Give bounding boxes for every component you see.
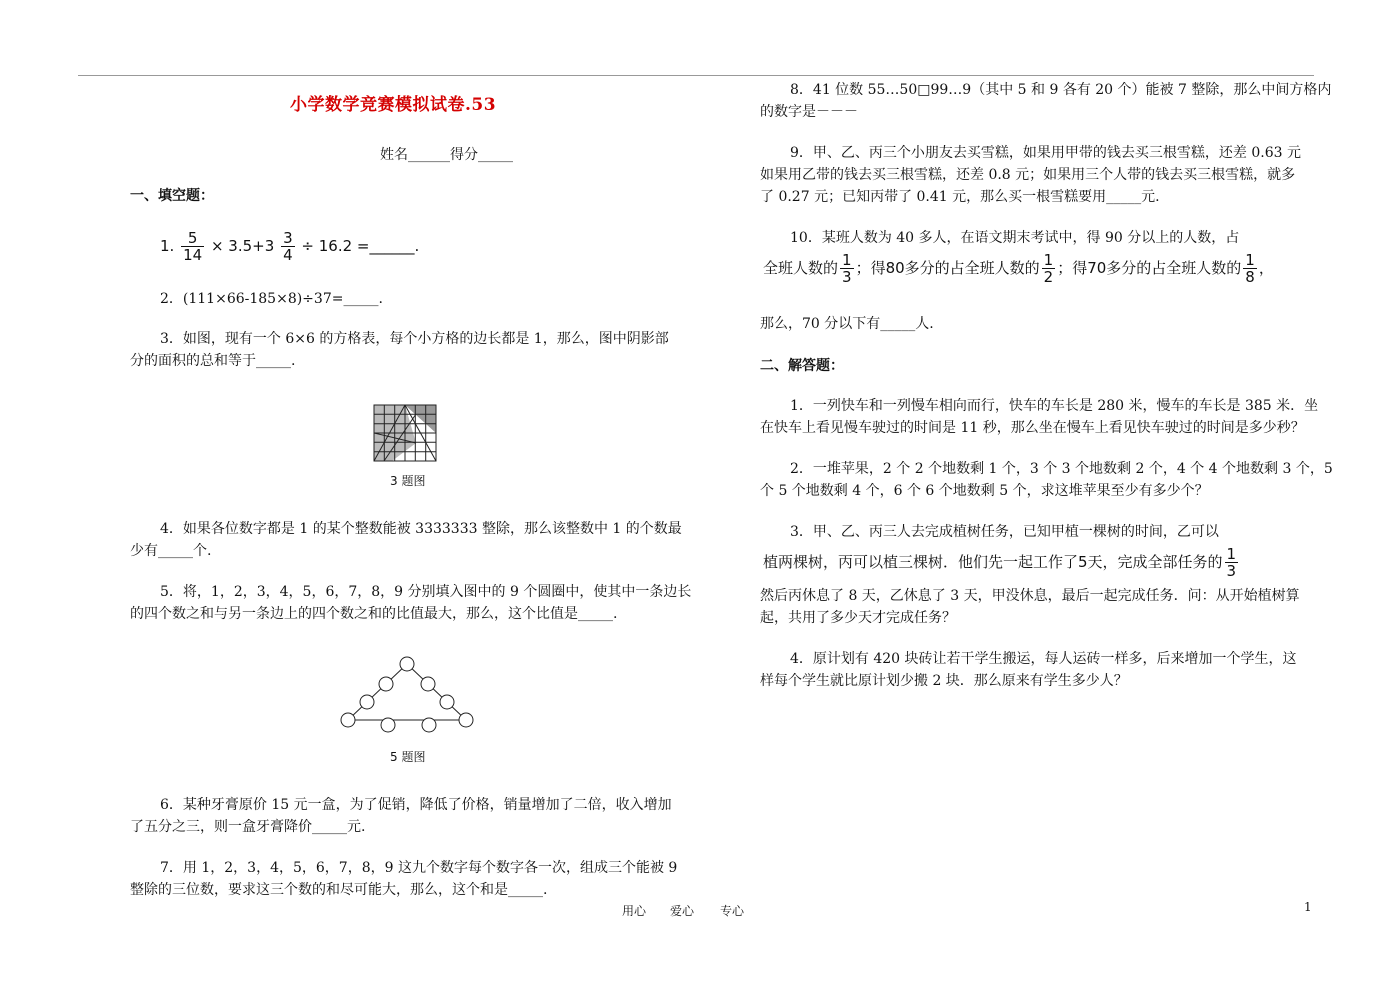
q1-mid: × 3.5+3 (210, 237, 275, 255)
question-3-line-1: 3．如图，现有一个 6×6 的方格表，每个小方格的边长都是 1，那么，图中阴影部 (160, 331, 669, 347)
solve-2-line-1: 2．一堆苹果，2 个 2 个地数剩 1 个，3 个 3 个地数剩 2 个，4 个 4 个地数剩 3 个，5 (790, 461, 1333, 477)
question-10-line-1: 10．某班人数为 40 多人，在语文期末考试中，得 90 分以上的人数，占 (790, 230, 1240, 246)
q10-fraction-third: $\frac{1}{3}$ (842, 251, 852, 286)
q1-tail: ÷ 16.2 =______. (301, 237, 420, 255)
page-title: 小学数学竞赛模拟试卷.53 (290, 95, 497, 115)
solve-4-line-2: 样每个学生就比原计划少搬 2 块．那么原来有学生多少人？ (760, 673, 1128, 689)
q1-fraction-2: $\frac{3}{4}$ (283, 229, 293, 264)
solve-3-line-3: 然后丙休息了 8 天，乙休息了 3 天，甲没休息，最后一起完成任务．问：从开始植树算 (760, 588, 1300, 604)
circle-right-1 (421, 677, 435, 691)
solve-3-fraction: $\frac{1}{3}$ (1226, 545, 1237, 580)
q10-fraction-eighth: $\frac{1}{8}$ (1245, 251, 1255, 286)
grid-figure (372, 403, 438, 463)
q1-number: 1. (160, 237, 175, 255)
circle-left-2 (360, 695, 374, 709)
question-5-line-1: 5．将，1，2，3，4，5，6，7，8，9 分别填入图中的 9 个圆圈中，使其中一条边长 (160, 584, 692, 600)
circle-base-2 (422, 718, 436, 732)
question-5-line-2: 的四个数之和与另一条边上的四个数之和的比值最大，那么，这个比值是_____. (130, 606, 618, 622)
solve-3-line-2: 植两棵树，丙可以植三棵树．他们先一起工作了5天，完成全部任务的 $\frac{1}{3}$ (763, 545, 1237, 580)
solve-2-line-2: 个 5 个地数剩 4 个，6 个 6 个地数剩 5 个，求这堆苹果至少有多少个？ (760, 483, 1209, 499)
circle-left-1 (379, 677, 393, 691)
question-2: 2．(111×66-185×8)÷37=_____. (160, 291, 383, 307)
q1-fraction-1: $\frac{5}{14}$ (183, 229, 203, 264)
solve-3-line-4: 起，共用了多少天才完成任务？ (760, 610, 956, 626)
circle-bottom-right (459, 713, 473, 727)
page-number: 1 (1304, 900, 1312, 914)
circle-apex (400, 657, 414, 671)
question-10-line-2: 全班人数的 $\frac{1}{3}$ ；得80多分的占全班人数的 $\frac{1}{2}$ ；得70多分的占全班人数的 $\frac{1}{8}$ ， (763, 251, 1274, 286)
triangle-right-side (407, 664, 466, 720)
question-9-line-3: 了 0.27 元；已知丙带了 0.41 元，那么买一根雪糕要用_____元. (760, 189, 1160, 205)
circle-right-2 (440, 695, 454, 709)
figure-5-caption: 5 题图 (390, 750, 426, 764)
footer-text-1: 用心 (622, 904, 647, 918)
question-1 (160, 230, 419, 263)
footer-text-2: 爱心 (670, 904, 695, 918)
header-rule (78, 75, 1314, 76)
question-7-line-1: 7．用 1，2，3，4，5，6，7，8，9 这九个数字每个数字各一次，组成三个能被 9 (160, 860, 678, 876)
circle-base-1 (381, 718, 395, 732)
question-4-line-1: 4．如果各位数字都是 1 的某个整数能被 3333333 整除，那么该整数中 1 的个数最 (160, 521, 682, 537)
triangle-left-side (348, 664, 407, 720)
solve-3-line-1: 3．甲、乙、丙三人去完成植树任务，已知甲植一棵树的时间，乙可以 (790, 524, 1219, 540)
question-6-line-2: 了五分之三，则一盒牙膏降价_____元. (130, 819, 366, 835)
question-9-line-1: 9．甲、乙、丙三个小朋友去买雪糕，如果用甲带的钱去买三根雪糕，还差 0.63 元 (790, 145, 1301, 161)
name-score-line: 姓名______得分_____ (380, 147, 513, 163)
triangle-circles-figure (338, 652, 478, 734)
circle-bottom-left (341, 713, 355, 727)
question-3-line-2: 分的面积的总和等于_____. (130, 353, 296, 369)
question-6-line-1: 6．某种牙膏原价 15 元一盒，为了促销，降低了价格，销量增加了二倍，收入增加 (160, 797, 672, 813)
question-10-line-3: 那么，70 分以下有_____人. (760, 316, 934, 332)
solve-1-line-1: 1．一列快车和一列慢车相向而行，快车的车长是 280 米，慢车的车长是 385 米．坐 (790, 398, 1319, 414)
question-4-line-2: 少有_____个. (130, 543, 212, 559)
solve-4-line-1: 4．原计划有 420 块砖让若干学生搬运，每人运砖一样多，后来增加一个学生，这 (790, 651, 1297, 667)
figure-3-caption: 3 题图 (390, 474, 426, 488)
footer-text-3: 专心 (720, 904, 745, 918)
question-7-line-2: 整除的三位数，要求这三个数的和尽可能大，那么，这个和是_____. (130, 882, 548, 898)
question-8-line-1: 8．41 位数 55…50□99…9（其中 5 和 9 各有 20 个）能被 7 整除，那么中间方格内 (790, 82, 1332, 98)
section-fill-in: 一、填空题： (130, 188, 214, 204)
q10-fraction-half: $\frac{1}{2}$ (1043, 251, 1054, 286)
solve-1-line-2: 在快车上看见慢车驶过的时间是 11 秒，那么坐在慢车上看见快车驶过的时间是多少秒？ (760, 420, 1305, 436)
section-answer: 二、解答题： (760, 358, 844, 374)
question-9-line-2: 如果用乙带的钱去买三根雪糕，还差 0.8 元；如果用三个人带的钱去买三根雪糕，就多 (760, 167, 1296, 183)
question-8-line-2: 的数字是－－－ (760, 104, 858, 120)
